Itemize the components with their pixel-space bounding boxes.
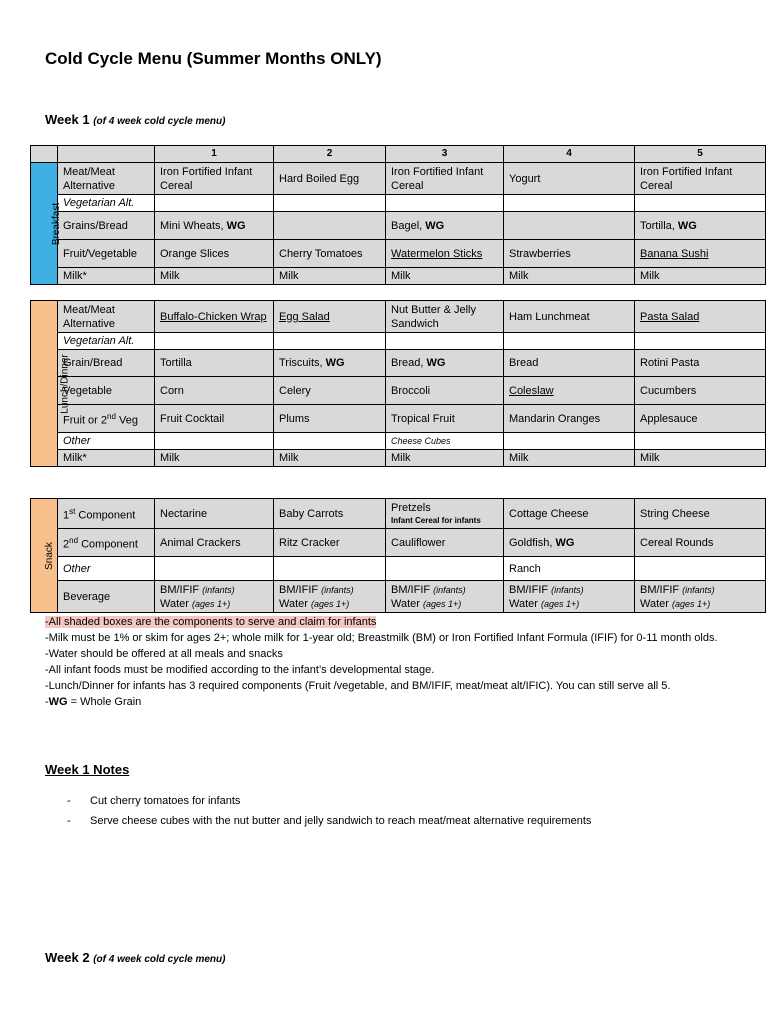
day-header: 4 (504, 146, 635, 163)
menu-cell: Mini Wheats, WG (155, 212, 274, 240)
menu-cell: Ranch (504, 557, 635, 581)
menu-cell: Milk (386, 268, 504, 285)
menu-cell: Cauliflower (386, 529, 504, 557)
row-label: Other (58, 557, 155, 581)
menu-cell: Fruit Cocktail (155, 405, 274, 433)
breakfast-table (30, 145, 766, 285)
menu-cell: Milk (635, 268, 766, 285)
menu-cell: Milk (386, 450, 504, 467)
table-row (31, 268, 766, 285)
menu-notes (45, 614, 765, 710)
week-2-label: Week 2 (45, 950, 90, 965)
table-row (31, 499, 766, 529)
menu-cell: Egg Salad (274, 301, 386, 333)
menu-cell: Strawberries (504, 240, 635, 268)
menu-cell: Corn (155, 377, 274, 405)
menu-cell: Goldfish, WG (504, 529, 635, 557)
table-row (31, 405, 766, 433)
day-header: 5 (635, 146, 766, 163)
menu-cell: Banana Sushi (635, 240, 766, 268)
breakfast-section-label: Breakfast (31, 163, 58, 285)
menu-cell: Cottage Cheese (504, 499, 635, 529)
day-header-row (31, 146, 766, 163)
note-line: -All shaded boxes are the components to serve and claim for infants (45, 616, 377, 628)
menu-cell: Animal Crackers (155, 529, 274, 557)
menu-cell (274, 212, 386, 240)
table-row (31, 581, 766, 613)
snack-section-label: Snack (31, 499, 58, 613)
menu-cell: Tortilla, WG (635, 212, 766, 240)
snack-table (30, 498, 766, 613)
week-1-subtitle: (of 4 week cold cycle menu) (93, 116, 226, 127)
menu-cell: Ritz Cracker (274, 529, 386, 557)
lunch-dinner-table (30, 300, 766, 467)
row-label: Grains/Bread (58, 212, 155, 240)
page-title: Cold Cycle Menu (Summer Months ONLY) (45, 49, 382, 68)
menu-cell: Nut Butter & Jelly Sandwich (386, 301, 504, 333)
menu-cell: Mandarin Oranges (504, 405, 635, 433)
menu-cell: Nectarine (155, 499, 274, 529)
menu-cell (504, 212, 635, 240)
menu-cell: Iron Fortified Infant Cereal (635, 163, 766, 195)
table-row (31, 450, 766, 467)
row-label: Beverage (58, 581, 155, 613)
table-row (31, 529, 766, 557)
table-row (31, 195, 766, 212)
table-row (31, 557, 766, 581)
menu-cell: Cucumbers (635, 377, 766, 405)
table-row (31, 301, 766, 333)
table-row (31, 350, 766, 377)
menu-cell: Milk (155, 268, 274, 285)
menu-cell: Tortilla (155, 350, 274, 377)
menu-cell: Cherry Tomatoes (274, 240, 386, 268)
row-label: Vegetarian Alt. (58, 195, 155, 212)
menu-cell: Rotini Pasta (635, 350, 766, 377)
row-label: Meat/Meat Alternative (58, 163, 155, 195)
week-1-heading (45, 112, 225, 127)
day-header: 3 (386, 146, 504, 163)
row-label: Vegetable (58, 377, 155, 405)
menu-cell: Hard Boiled Egg (274, 163, 386, 195)
menu-cell: Plums (274, 405, 386, 433)
row-label: Meat/Meat Alternative (58, 301, 155, 333)
menu-cell: Broccoli (386, 377, 504, 405)
menu-cell: Pretzels Infant Cereal for infants (386, 499, 504, 529)
beverage-cell: BM/IFIF (infants) Water (ages 1+) (386, 581, 504, 613)
week-1-label: Week 1 (45, 112, 90, 127)
lunch-section-label: Lunch/Dinner (31, 301, 58, 467)
table-row (31, 212, 766, 240)
menu-cell: Orange Slices (155, 240, 274, 268)
table-row (31, 163, 766, 195)
menu-cell: Milk (274, 268, 386, 285)
menu-cell: Applesauce (635, 405, 766, 433)
week-2-heading (45, 950, 225, 965)
row-label: Vegetarian Alt. (58, 333, 155, 350)
row-label: Milk* (58, 450, 155, 467)
menu-cell: Cereal Rounds (635, 529, 766, 557)
menu-cell: Milk (274, 450, 386, 467)
menu-cell: Cheese Cubes (386, 433, 504, 450)
table-row (31, 433, 766, 450)
menu-cell: Pasta Salad (635, 301, 766, 333)
table-row (31, 333, 766, 350)
row-label: Other (58, 433, 155, 450)
row-label: Grain/Bread (58, 350, 155, 377)
row-label: Fruit or 2nd Veg (58, 405, 155, 433)
menu-cell: Yogurt (504, 163, 635, 195)
note-line: -WG = Whole Grain (45, 696, 142, 708)
day-header: 1 (155, 146, 274, 163)
menu-cell: Bagel, WG (386, 212, 504, 240)
week-2-subtitle: (of 4 week cold cycle menu) (93, 954, 226, 965)
list-item: - Serve cheese cubes with the nut butter and jelly sandwich to reach meat/meat alternative requirements (67, 815, 592, 827)
menu-cell: Coleslaw (504, 377, 635, 405)
menu-cell: Ham Lunchmeat (504, 301, 635, 333)
day-header: 2 (274, 146, 386, 163)
note-line: -Lunch/Dinner for infants has 3 required components (Fruit /vegetable, and BM/IFIF, meat/meat alt/IFIC). You can still serve all 5. (45, 680, 671, 692)
menu-cell: Buffalo-Chicken Wrap (155, 301, 274, 333)
list-item: - Cut cherry tomatoes for infants (67, 795, 241, 807)
note-line: -Water should be offered at all meals and snacks (45, 648, 283, 660)
note-line: -Milk must be 1% or skim for ages 2+; whole milk for 1-year old; Breastmilk (BM) or Iron Fortified Infant Formula (IFIF) for 0-11 month olds. (45, 632, 718, 644)
menu-cell: Bread (504, 350, 635, 377)
beverage-cell: BM/IFIF (infants) Water (ages 1+) (155, 581, 274, 613)
menu-cell: Tropical Fruit (386, 405, 504, 433)
menu-cell: Iron Fortified Infant Cereal (155, 163, 274, 195)
note-line: -All infant foods must be modified according to the infant’s developmental stage. (45, 664, 435, 676)
menu-cell: Milk (155, 450, 274, 467)
menu-cell: Milk (504, 268, 635, 285)
beverage-cell: BM/IFIF (infants) Water (ages 1+) (635, 581, 766, 613)
menu-cell: Bread, WG (386, 350, 504, 377)
row-label: 2nd Component (58, 529, 155, 557)
menu-cell: Iron Fortified Infant Cereal (386, 163, 504, 195)
menu-cell: Baby Carrots (274, 499, 386, 529)
week-1-notes-heading: Week 1 Notes (45, 762, 130, 777)
beverage-cell: BM/IFIF (infants) Water (ages 1+) (504, 581, 635, 613)
row-label: Milk* (58, 268, 155, 285)
beverage-cell: BM/IFIF (infants) Water (ages 1+) (274, 581, 386, 613)
menu-cell: Triscuits, WG (274, 350, 386, 377)
menu-cell: Celery (274, 377, 386, 405)
menu-cell: String Cheese (635, 499, 766, 529)
menu-cell: Watermelon Sticks (386, 240, 504, 268)
table-row (31, 377, 766, 405)
menu-cell: Milk (504, 450, 635, 467)
table-row (31, 240, 766, 268)
row-label: Fruit/Vegetable (58, 240, 155, 268)
row-label: 1st Component (58, 499, 155, 529)
menu-cell: Milk (635, 450, 766, 467)
